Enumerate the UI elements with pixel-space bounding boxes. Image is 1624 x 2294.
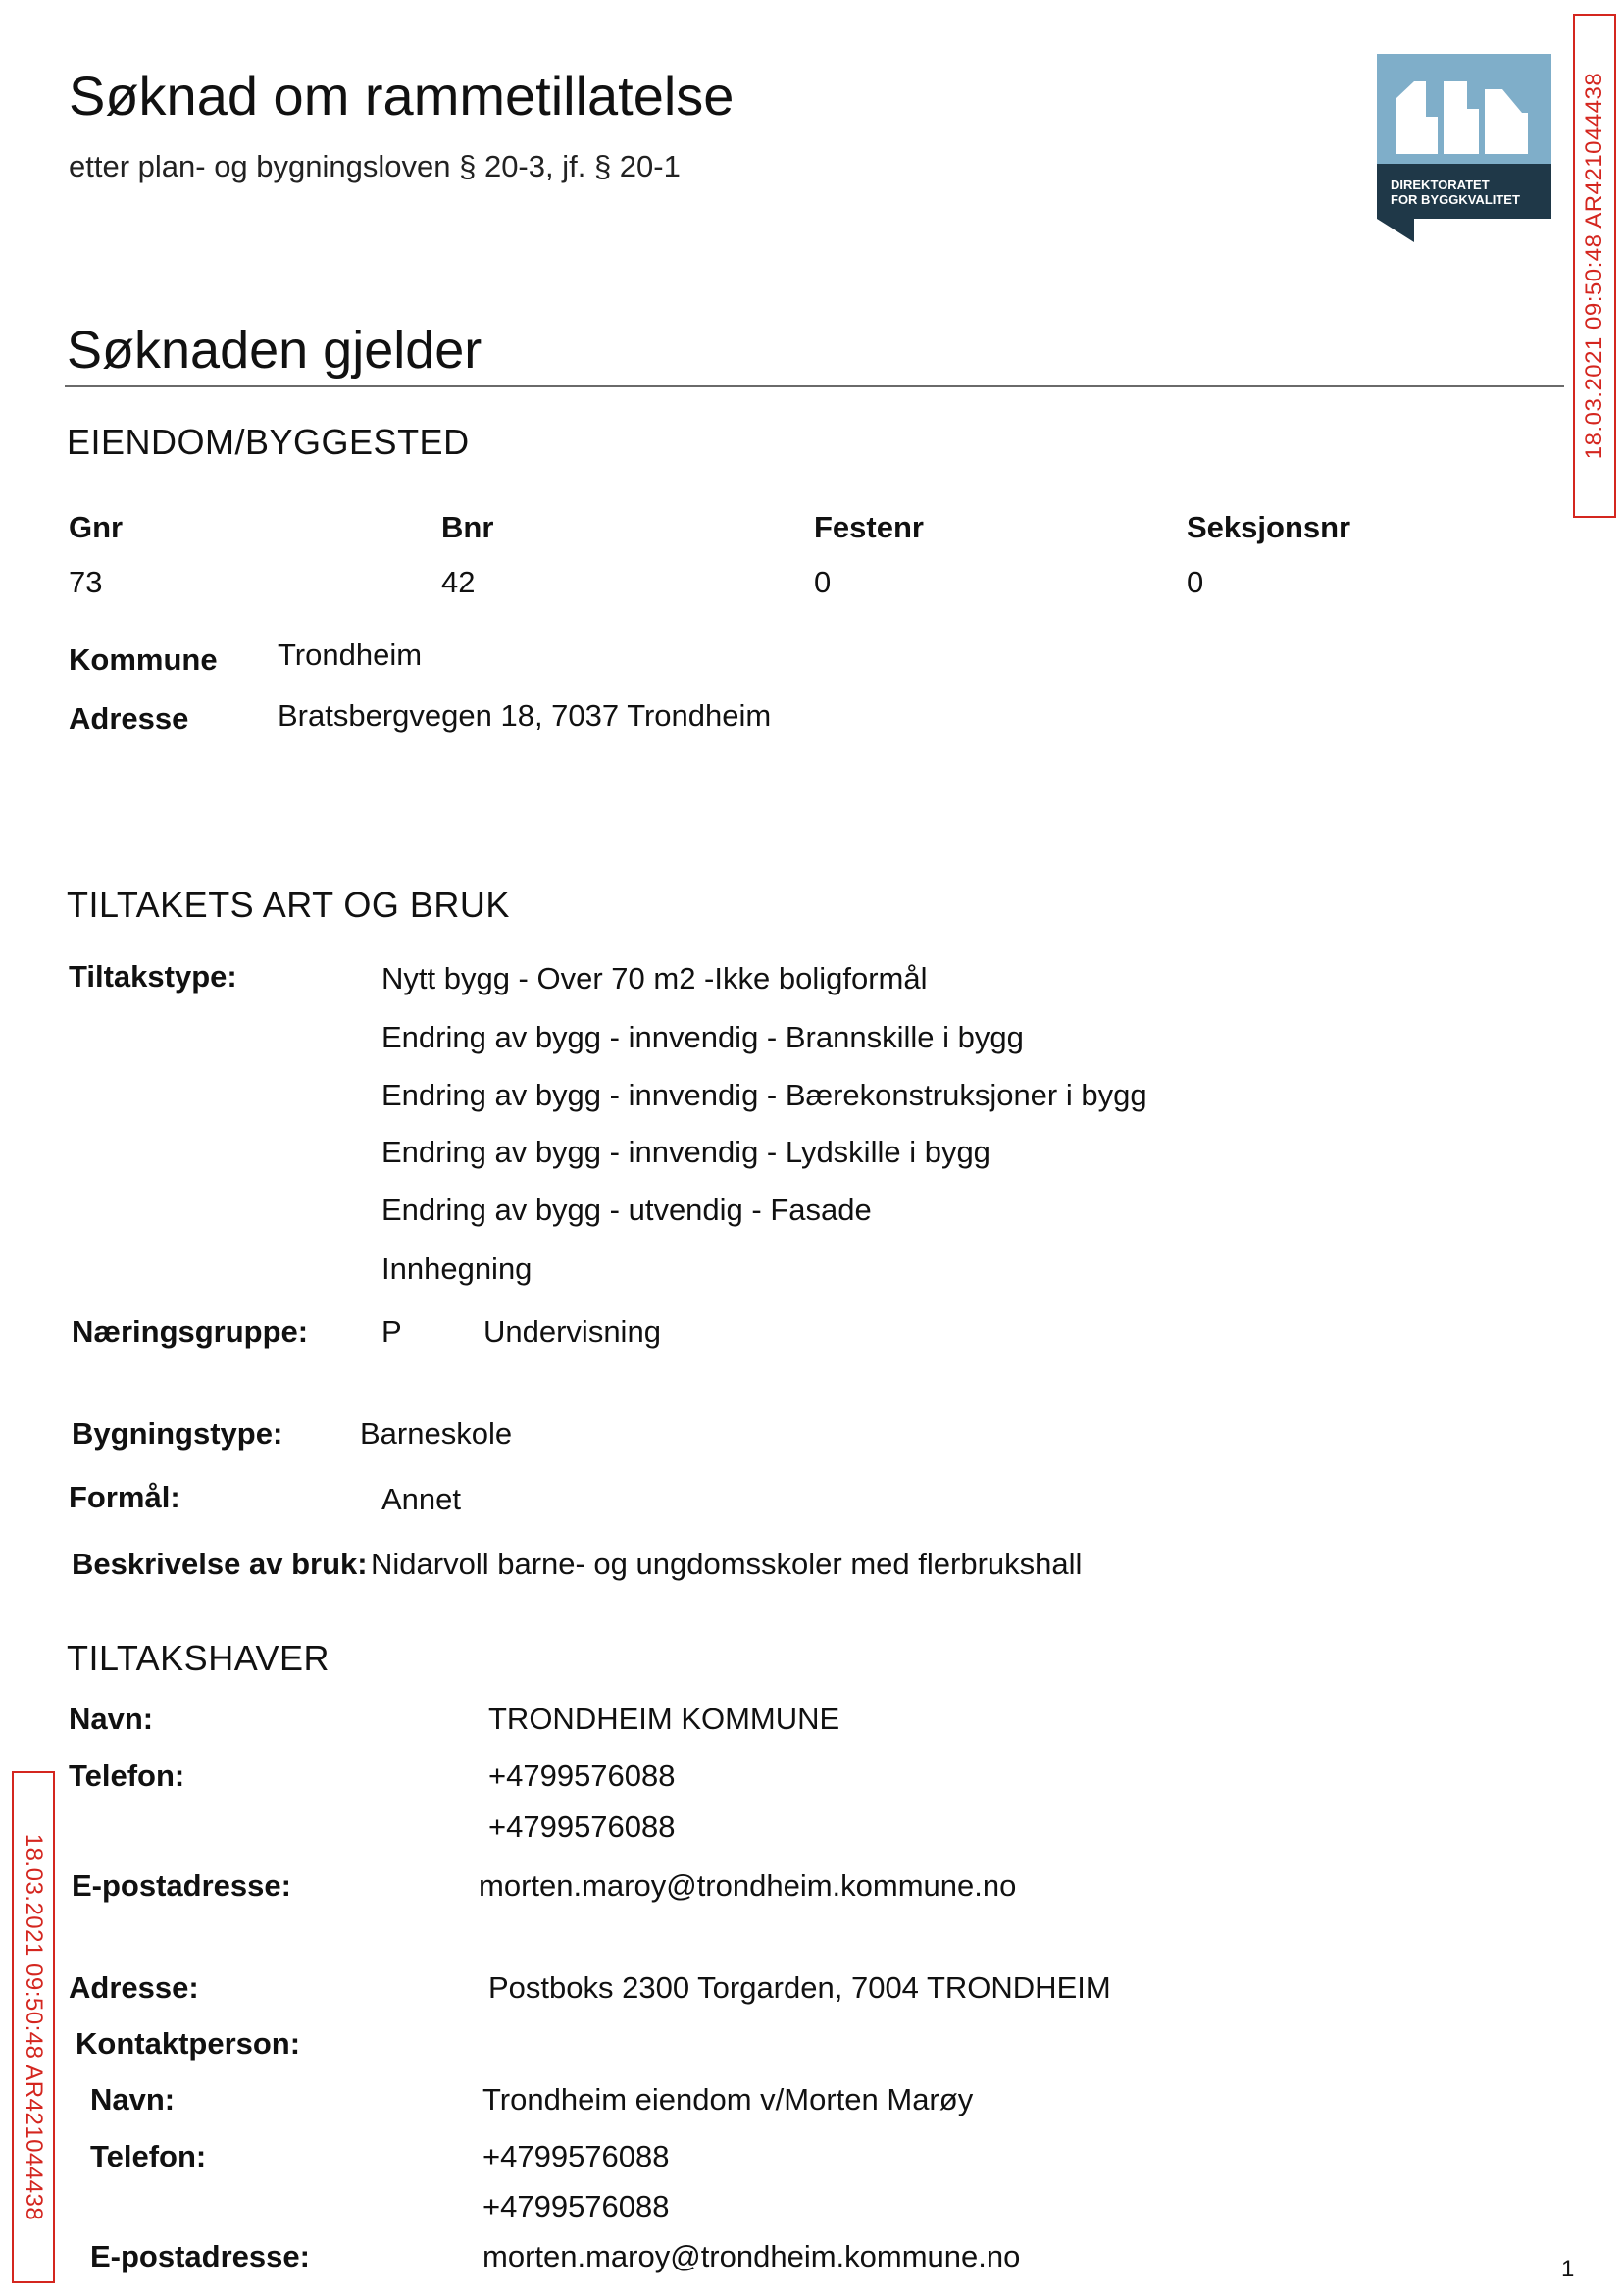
label-naeringsgruppe: Næringsgruppe: (72, 1314, 309, 1349)
date-stamp-left (12, 1771, 55, 2283)
label-seksjonsnr: Seksjonsnr (1187, 510, 1351, 544)
date-stamp-left-text: 18.03.2021 09:50:48 AR421044438 (21, 1833, 47, 2221)
label-festenr: Festenr (814, 510, 924, 544)
label-epost: E-postadresse: (72, 1868, 291, 1903)
label-tiltakstype: Tiltakstype: (69, 959, 237, 994)
label-adresse-tiltakshaver: Adresse: (69, 1970, 199, 2005)
label-navn: Navn: (69, 1702, 154, 1736)
document-subtitle: etter plan- og bygningsloven § 20-3, jf. § 20-1 (69, 149, 681, 183)
label-telefon: Telefon: (69, 1759, 185, 1793)
date-stamp-top-text: 18.03.2021 09:50:48 AR421044438 (1581, 72, 1607, 460)
tiltakstype-item: Endring av bygg - innvendig - Lydskille i bygg (381, 1135, 990, 1169)
value-beskrivelse: Nidarvoll barne- og ungdomsskoler med flerbrukshall (371, 1547, 1083, 1581)
document-title: Søknad om rammetillatelse (69, 65, 735, 127)
heading-tiltakets-art: TILTAKETS ART OG BRUK (67, 885, 510, 925)
value-telefon: +4799576088 (488, 1759, 676, 1793)
value-epost: morten.maroy@trondheim.kommune.no (479, 1868, 1017, 1903)
tiltakstype-item: Endring av bygg - innvendig - Bærekonstruksjoner i bygg (381, 1078, 1147, 1112)
label-formal: Formål: (69, 1480, 180, 1514)
label-kontakt-navn: Navn: (90, 2082, 176, 2116)
value-gnr: 73 (69, 565, 103, 599)
heading-eiendom: EIENDOM/BYGGESTED (67, 422, 470, 462)
logo-text-line-1: DIREKTORATET (1391, 178, 1490, 192)
value-telefon: +4799576088 (488, 1810, 676, 1844)
logo-text-line-2: FOR BYGGKVALITET (1391, 191, 1520, 207)
value-bygningstype: Barneskole (360, 1416, 513, 1451)
value-adresse-tiltakshaver: Postboks 2300 Torgarden, 7004 TRONDHEIM (488, 1970, 1111, 2005)
section-heading-soknaden-gjelder: Søknaden gjelder (67, 321, 482, 380)
value-formal: Annet (381, 1482, 462, 1516)
dibk-logo (1377, 54, 1551, 242)
label-bnr: Bnr (441, 510, 494, 544)
label-kommune: Kommune (69, 642, 218, 677)
value-seksjonsnr: 0 (1187, 565, 1204, 599)
value-naeringsgruppe-code: P (381, 1314, 402, 1349)
heading-tiltakshaver: TILTAKSHAVER (67, 1638, 330, 1678)
label-bygningstype: Bygningstype: (72, 1416, 283, 1451)
value-kontakt-telefon: +4799576088 (482, 2189, 670, 2223)
value-naeringsgruppe: Undervisning (483, 1314, 661, 1349)
value-kontakt-navn: Trondheim eiendom v/Morten Marøy (482, 2082, 974, 2116)
label-gnr: Gnr (69, 510, 124, 544)
value-bnr: 42 (441, 565, 476, 599)
label-kontakt-telefon: Telefon: (90, 2139, 207, 2173)
dibk-logo-graphic (1377, 54, 1551, 242)
page-number: 1 (1561, 2256, 1575, 2282)
tiltakstype-item: Innhegning (381, 1251, 533, 1286)
tiltakstype-item: Endring av bygg - innvendig - Brannskille i bygg (381, 1020, 1024, 1054)
value-festenr: 0 (814, 565, 832, 599)
tiltakstype-item: Endring av bygg - utvendig - Fasade (381, 1193, 872, 1227)
tiltakstype-item: Nytt bygg - Over 70 m2 -Ikke boligformål (381, 961, 928, 995)
value-kontakt-telefon: +4799576088 (482, 2139, 670, 2173)
value-kontakt-epost: morten.maroy@trondheim.kommune.no (482, 2239, 1021, 2273)
label-beskrivelse: Beskrivelse av bruk: (72, 1547, 368, 1581)
label-adresse: Adresse (69, 701, 189, 736)
date-stamp-top (1573, 14, 1616, 518)
value-kommune: Trondheim (278, 637, 423, 672)
value-adresse: Bratsbergvegen 18, 7037 Trondheim (278, 698, 772, 733)
label-kontakt-epost: E-postadresse: (90, 2239, 310, 2273)
label-kontaktperson: Kontaktperson: (76, 2026, 301, 2061)
section-divider (65, 385, 1564, 387)
value-navn: TRONDHEIM KOMMUNE (488, 1702, 840, 1736)
